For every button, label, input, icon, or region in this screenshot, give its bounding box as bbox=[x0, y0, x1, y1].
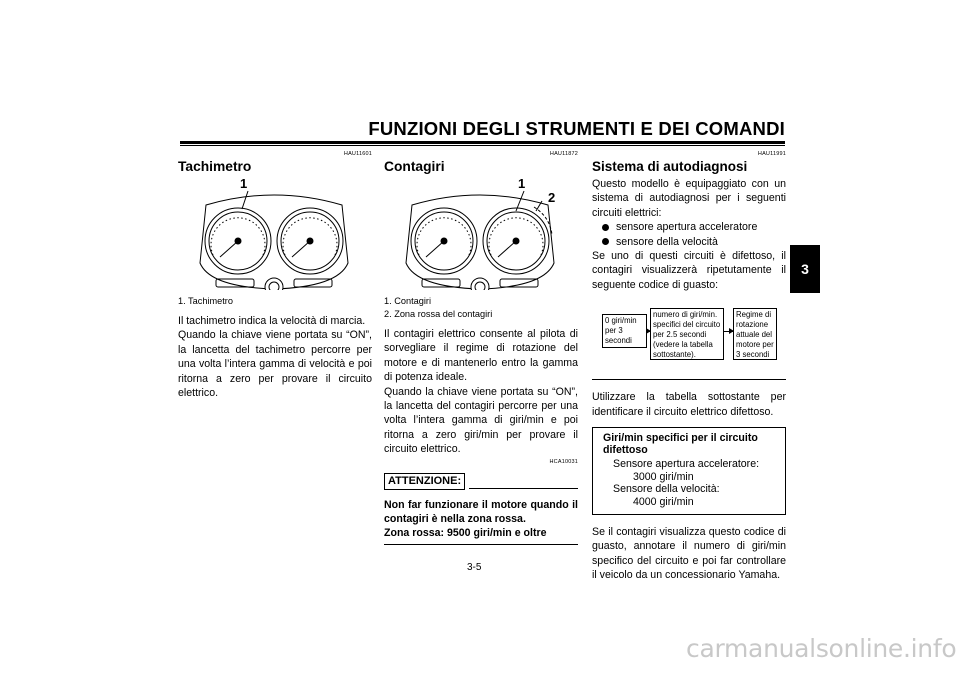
column-speedometer bbox=[178, 150, 372, 400]
attention-header bbox=[384, 473, 578, 490]
section-code: HAU11872 bbox=[549, 151, 578, 157]
figure-caption: 2. Zona rossa del contagiri bbox=[384, 309, 493, 319]
callout-1: 1 bbox=[518, 176, 526, 191]
column-self-diagnosis bbox=[592, 150, 786, 583]
callout-1: 1 bbox=[240, 176, 248, 191]
figure-caption: 1. Contagiri bbox=[384, 296, 431, 306]
list-item-label: sensore apertura acceleratore bbox=[616, 221, 758, 234]
warning-text: Non far funzionare il motore quando il contagiri è nella zona rossa. bbox=[384, 498, 578, 526]
bullet-icon bbox=[602, 238, 609, 245]
paragraph: Quando la chiave viene portata su “ON”, la lancetta del contagiri percorre per una volta l’intera gamma di giri/min e poi ritorna a zero giri/min per provare il circuito elettrico. bbox=[384, 385, 578, 456]
instrument-cluster-illustration bbox=[178, 175, 372, 290]
section-code: HAU11601 bbox=[343, 151, 372, 157]
flow-box-zero-rpm: 0 giri/min per 3 secondi bbox=[602, 314, 647, 348]
paragraph: Se uno di questi circuiti è difettoso, il contagiri visualizzerà ripetutamente il seguente codice di guasto: bbox=[592, 250, 786, 291]
paragraph: Il tachimetro indica la velocità di marcia. bbox=[178, 315, 366, 327]
callout-2: 2 bbox=[548, 190, 556, 205]
bullet-icon bbox=[602, 224, 609, 231]
section-title-self-diagnosis: Sistema di autodiagnosi bbox=[592, 159, 748, 174]
error-code-flowchart bbox=[592, 298, 786, 380]
chapter-tab[interactable]: 3 bbox=[790, 245, 820, 293]
attention-label: ATTENZIONE: bbox=[384, 473, 465, 490]
page-header-title: FUNZIONI DEGLI STRUMENTI E DEI COMANDI bbox=[368, 118, 785, 139]
page-number: 3-5 bbox=[467, 562, 482, 573]
caution-code: HCA10031 bbox=[549, 458, 578, 465]
spec-value-speed: 4000 giri/min bbox=[633, 495, 694, 508]
list-item bbox=[592, 220, 786, 234]
header-rule bbox=[180, 141, 785, 144]
spec-sensor-throttle: Sensore apertura acceleratore: bbox=[613, 458, 760, 471]
flow-box-circuit-rpm: numero di giri/min. specifici del circuito per 2.5 secondi (vedere la tabella sottostante). bbox=[650, 308, 724, 360]
figure-caption: 1. Tachimetro bbox=[178, 296, 233, 306]
paragraph: Il contagiri elettrico consente al pilota di sorvegliare il regime di rotazione del motore e di mantenerlo entro la gamma di potenza ideale. bbox=[384, 328, 578, 384]
section-code: HAU11991 bbox=[757, 151, 786, 157]
instrument-cluster-figure bbox=[178, 175, 372, 285]
figure-caption-list bbox=[384, 295, 578, 321]
attention-end-rule bbox=[384, 544, 578, 545]
arrow-right-icon bbox=[724, 331, 733, 332]
column-tachometer bbox=[384, 150, 578, 545]
list-item-label: sensore della velocità bbox=[616, 235, 718, 248]
watermark: carmanualsonline.info bbox=[686, 634, 957, 663]
instrument-cluster-figure bbox=[384, 175, 578, 285]
section-title-tachometer: Contagiri bbox=[384, 159, 445, 174]
header-rule-thin bbox=[180, 145, 785, 146]
spec-heading: Giri/min specifici per il circuito difettoso bbox=[603, 432, 758, 457]
paragraph: Se il contagiri visualizza questo codice di guasto, annotare il numero di giri/min specifico del circuito e poi far controllare il veicolo da un concessionario Yamaha. bbox=[592, 526, 786, 582]
paragraph: Utilizzare la tabella sottostante per identificare il circuito elettrico difettoso. bbox=[592, 391, 786, 418]
spec-sensor-speed: Sensore della velocità: bbox=[613, 483, 720, 496]
spec-value-throttle: 3000 giri/min bbox=[633, 470, 694, 483]
section-title-speedometer: Tachimetro bbox=[178, 159, 252, 174]
red-zone-text: Zona rossa: 9500 giri/min e oltre bbox=[384, 527, 547, 540]
attention-rule bbox=[469, 488, 578, 489]
paragraph: Quando la chiave viene portata su “ON”, la lancetta del tachimetro percorre per una volta l’intera gamma di velocità e poi ritorna a zero per provare il circuito elettrico. bbox=[178, 329, 372, 400]
spec-box bbox=[592, 427, 786, 515]
list-item bbox=[592, 235, 786, 249]
paragraph: Questo modello è equipaggiato con un sistema di autodiagnosi per i seguenti circuiti elettrici: bbox=[592, 178, 786, 219]
flow-box-current-rpm: Regime di rotazione attuale del motore per 3 secondi bbox=[733, 308, 777, 360]
